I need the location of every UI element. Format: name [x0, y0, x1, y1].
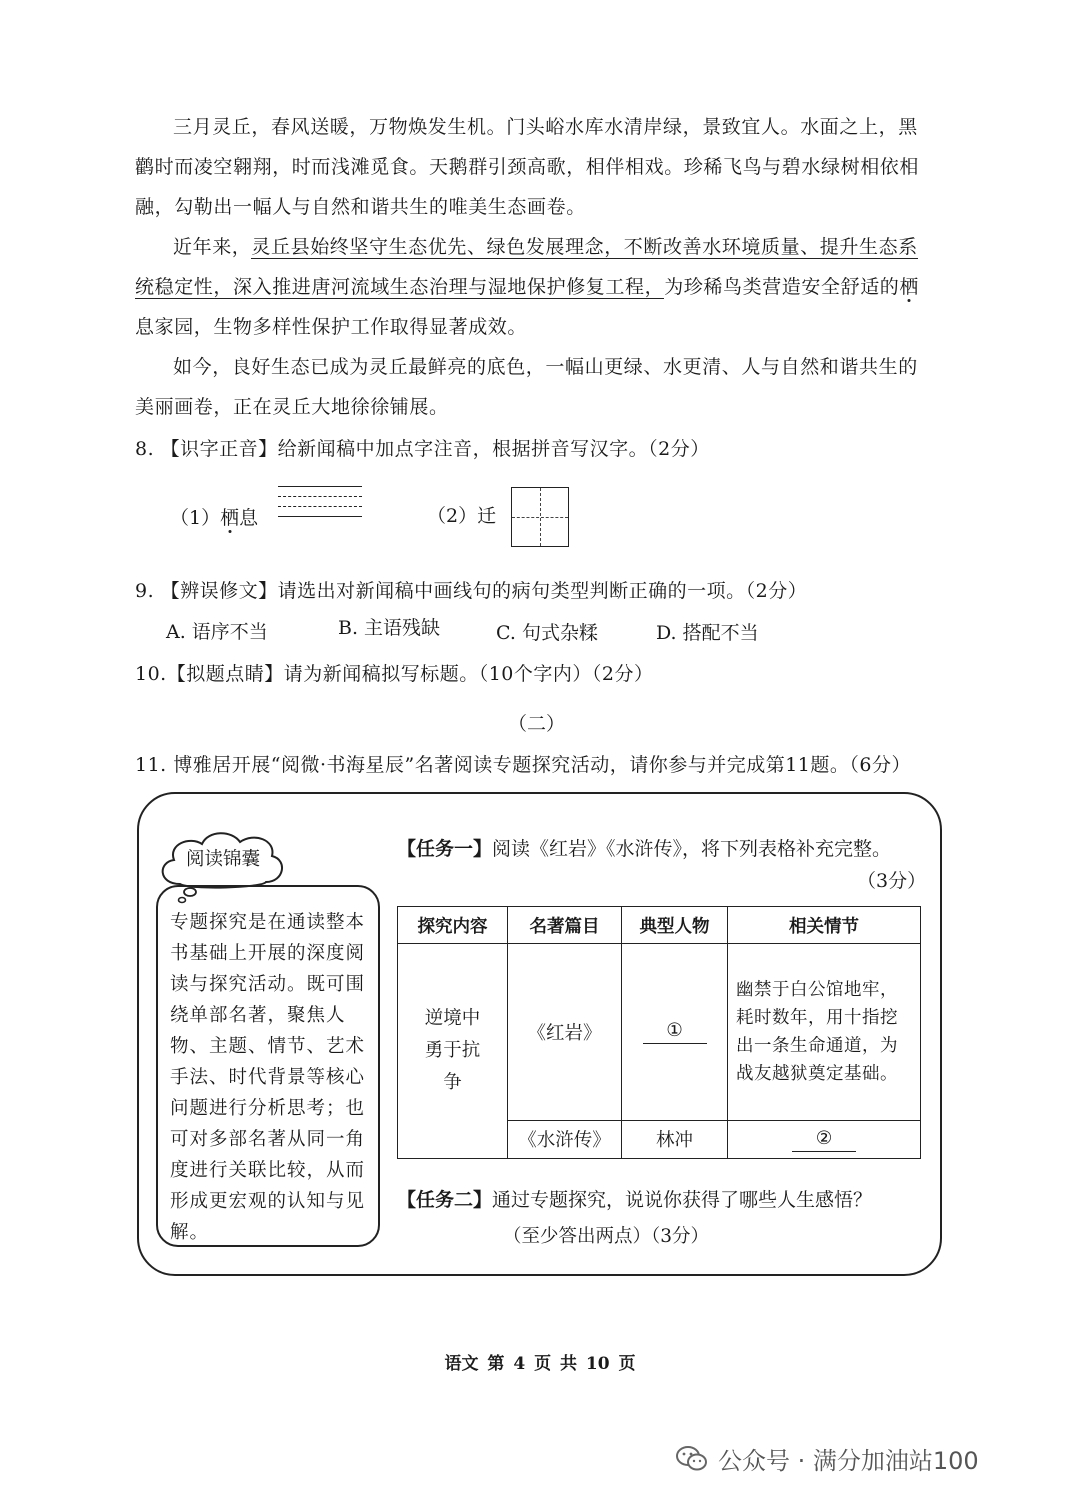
- header-person: 典型人物: [622, 907, 728, 944]
- task-1: [397, 834, 891, 861]
- task-1-text: 阅读《红岩》《水浒传》，将下列表格补充完整。: [492, 838, 892, 860]
- header-topic: 探究内容: [398, 907, 508, 944]
- q8-item-1: [170, 503, 258, 530]
- passage-paragraph-1: 三月灵丘，春风送暖，万物焕发生机。门头峪水库水清岸绿，景致宜人。水面之上，黑鹳时而凌空翱翔，时而浅滩觅食。天鹅群引颈高歌，相伴相戏。珍稀飞鸟与碧水绿树相依相融，勾勒出一幅人与自然和谐共生的唯美生态画卷。: [135, 116, 920, 218]
- section-heading: （二）: [508, 713, 566, 735]
- para2-prefix: 近年来，: [173, 236, 252, 258]
- q9-option-c[interactable]: C. 句式杂糅: [496, 622, 598, 644]
- q9-option-d[interactable]: D. 搭配不当: [656, 622, 759, 644]
- question-10: 10.【拟题点睛】请为新闻稿拟写标题。（10个字内）（2分）: [135, 663, 654, 685]
- row2-book: 《水浒传》: [508, 1120, 622, 1158]
- row1-book: 《红岩》: [508, 944, 622, 1121]
- q8-item-1-rest: 息: [239, 507, 259, 529]
- reading-tip-box: 专题探究是在通读整本书基础上开展的深度阅读与探究活动。既可围绕单部名著，聚焦人物、主题、情节、艺术手法、时代背景等核心问题进行分析思考；也可对多部名著从同一角度进行关联比较，从而形成更宏观的认知与见解。: [156, 885, 380, 1247]
- task-1-label: 【任务一】: [397, 838, 493, 860]
- passage-paragraph-2: [135, 227, 925, 347]
- row2-person: 林冲: [622, 1120, 728, 1158]
- answer-blank-2[interactable]: ②: [792, 1127, 856, 1152]
- passage-paragraph-3: 如今，良好生态已成为灵丘最鲜亮的底色，一幅山更绿、水更清、人与自然和谐共生的美丽画卷，正在灵丘大地徐徐铺展。: [135, 356, 918, 418]
- wechat-icon: [676, 1445, 708, 1473]
- row2-plot[interactable]: [728, 1120, 921, 1158]
- question-8: 8. 【识字正音】给新闻稿中加点字注音，根据拼音写汉字。（2分）: [135, 438, 710, 460]
- page-footer: 语文 第 4 页 共 10 页: [444, 1354, 636, 1374]
- underlined-sentence: 灵丘县始终坚守生态优先、绿色发展理念，不断改善水环境质量、提升生态系统稳定性，深入推进唐河流域生态治理与湿地保护修复工程，: [135, 236, 918, 298]
- dotted-char: 栖: [899, 276, 920, 298]
- answer-blank-1[interactable]: ①: [643, 1019, 707, 1044]
- q8-dotted-char: 栖: [220, 507, 240, 529]
- question-11: 11. 博雅居开展“阅微·书海星辰”名著阅读专题探究活动，请你参与并完成第11题。（6分）: [135, 754, 911, 776]
- header-book: 名著篇目: [508, 907, 622, 944]
- task-2-text: 通过专题探究，说说你获得了哪些人生感悟？: [492, 1189, 873, 1211]
- topic-cell: 逆境中勇于抗争: [398, 944, 508, 1159]
- character-writing-grid[interactable]: [511, 487, 569, 547]
- row1-person[interactable]: [622, 944, 728, 1121]
- q8-item-1-number: （1）: [170, 507, 221, 529]
- q9-option-a[interactable]: A. 语序不当: [166, 621, 268, 643]
- q9-option-b[interactable]: B. 主语残缺: [338, 617, 441, 639]
- watermark-text: 公众号 · 满分加油站100: [718, 1447, 979, 1475]
- task-1-score: （3分）: [857, 870, 927, 892]
- question-9: 9. 【辨误修文】请选出对新闻稿中画线句的病句类型判断正确的一项。（2分）: [135, 580, 808, 602]
- para2-end: 息家园，生物多样性保护工作取得显著成效。: [135, 316, 528, 338]
- task-2-note: （至少答出两点）（3分）: [503, 1226, 710, 1247]
- watermark: [676, 1441, 979, 1476]
- task-2-label: 【任务二】: [397, 1189, 493, 1211]
- pinyin-answer-lines[interactable]: [278, 486, 362, 526]
- row1-plot: 幽禁于白公馆地牢，耗时数年，用十指挖出一条生命通道，为战友越狱奠定基础。: [728, 944, 921, 1121]
- para2-mid: 为珍稀鸟类营造安全舒适的: [664, 276, 900, 298]
- q8-item-2: （2）迁: [427, 505, 497, 527]
- task-2: [397, 1185, 872, 1212]
- header-plot: 相关情节: [728, 907, 921, 944]
- cloud-label: 阅读锦囊: [186, 849, 261, 870]
- exploration-table: [397, 906, 921, 1159]
